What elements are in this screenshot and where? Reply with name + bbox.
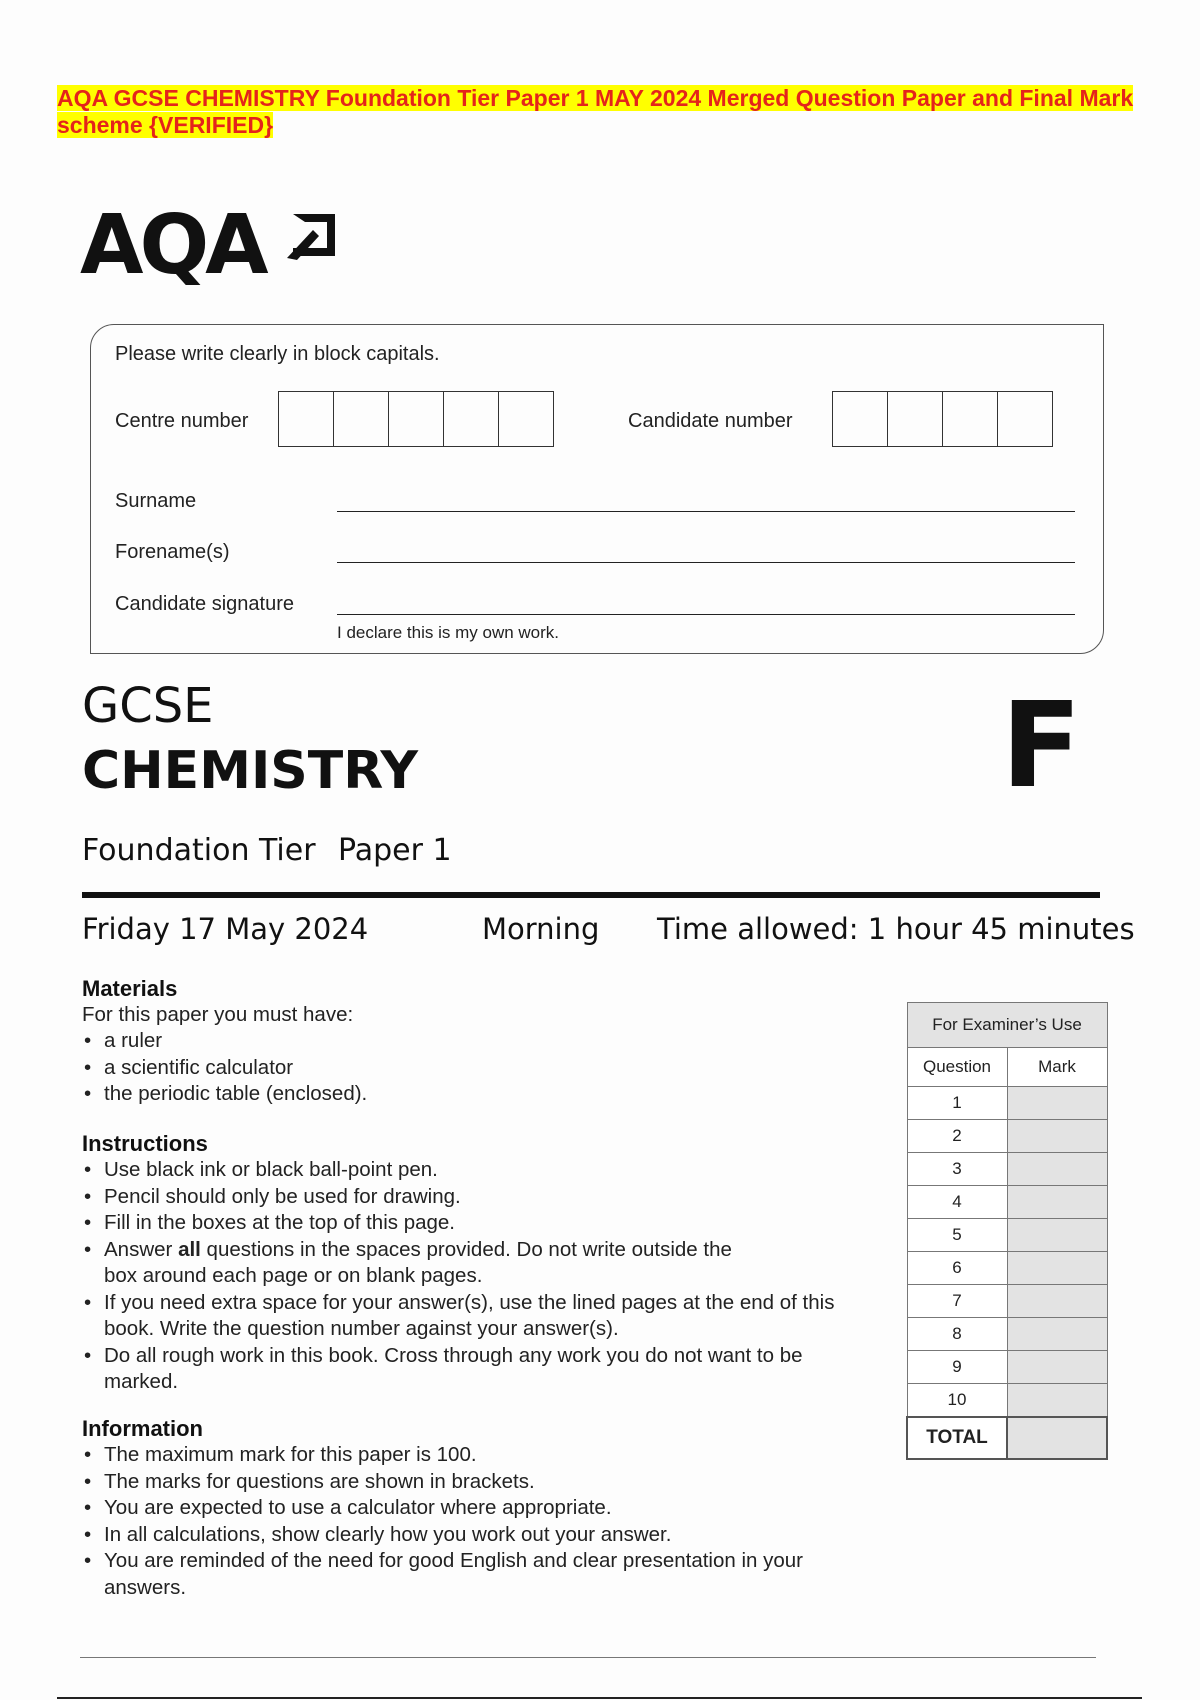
block-capitals-instruction: Please write clearly in block capitals.	[115, 343, 440, 365]
centre-number-boxes[interactable]	[279, 391, 554, 447]
subject-title: CHEMISTRY	[82, 741, 419, 801]
materials-intro: For this paper you must have:	[82, 1003, 354, 1026]
mark-cell	[1007, 1087, 1107, 1120]
centre-number-box[interactable]	[333, 391, 389, 447]
title-divider	[82, 892, 1100, 898]
banner-text: AQA GCSE CHEMISTRY Foundation Tier Paper 1 MAY 2024 Merged Question Paper and Final Mark scheme {VERIFIED}	[57, 85, 1134, 138]
mark-cell	[1007, 1186, 1107, 1219]
list-item: • If you need extra space for your answer(s), use the lined pages at the end of this book. Write the question number against your answer(s).	[82, 1290, 874, 1343]
mark-cell	[1007, 1285, 1107, 1318]
instructions-list	[82, 1157, 862, 1396]
list-item: • You are reminded of the need for good English and clear presentation in your answers.	[82, 1548, 804, 1601]
surname-field[interactable]	[337, 511, 1075, 512]
question-number: 4	[907, 1186, 1007, 1219]
mark-cell	[1007, 1384, 1107, 1418]
information-list	[82, 1442, 862, 1601]
candidate-number-boxes[interactable]	[833, 391, 1053, 447]
time-allowed: Time allowed: 1 hour 45 minutes	[657, 912, 1135, 946]
centre-number-box[interactable]	[443, 391, 499, 447]
list-item: • Fill in the boxes at the top of this page.	[82, 1210, 862, 1237]
candidate-number-box[interactable]	[832, 391, 888, 447]
list-item: • You are expected to use a calculator where appropriate.	[82, 1495, 862, 1522]
list-item: • The marks for questions are shown in brackets.	[82, 1469, 862, 1496]
declaration-text: I declare this is my own work.	[337, 623, 560, 642]
candidate-number-box[interactable]	[942, 391, 998, 447]
instructions-section	[82, 1130, 862, 1396]
forenames-field[interactable]	[337, 562, 1075, 563]
question-number: 2	[907, 1120, 1007, 1153]
instructions-heading: Instructions	[82, 1131, 208, 1156]
candidate-number-box[interactable]	[887, 391, 943, 447]
question-number: 5	[907, 1219, 1007, 1252]
list-item: • Answer all questions in the spaces provided. Do not write outside the box around each page or on blank pages.	[82, 1237, 744, 1290]
aqa-logo	[80, 198, 265, 293]
centre-number-box[interactable]	[278, 391, 334, 447]
mark-cell	[1007, 1120, 1107, 1153]
centre-number-box[interactable]	[498, 391, 554, 447]
materials-list	[82, 1028, 882, 1108]
total-label: TOTAL	[907, 1417, 1007, 1459]
table-row	[907, 1153, 1107, 1186]
question-number: 8	[907, 1318, 1007, 1351]
question-number: 1	[907, 1087, 1007, 1120]
total-mark-cell	[1007, 1417, 1107, 1459]
document-banner-title	[57, 85, 1135, 139]
mark-cell	[1007, 1318, 1107, 1351]
paper-label: Paper 1	[338, 833, 452, 868]
tier-letter: F	[1001, 676, 1082, 814]
centre-number-box[interactable]	[388, 391, 444, 447]
list-item: • Pencil should only be used for drawing.	[82, 1184, 862, 1211]
question-number: 7	[907, 1285, 1007, 1318]
mark-cell	[1007, 1219, 1107, 1252]
surname-label: Surname	[115, 490, 197, 512]
candidate-number-label: Candidate number	[628, 410, 793, 432]
table-row	[907, 1120, 1107, 1153]
exam-session: Morning	[482, 912, 600, 946]
mark-column-header: Mark	[1007, 1048, 1107, 1087]
question-number: 10	[907, 1384, 1007, 1418]
table-row	[907, 1285, 1107, 1318]
aqa-logo-text: AQA	[80, 198, 265, 293]
table-row	[907, 1186, 1107, 1219]
mark-cell	[1007, 1252, 1107, 1285]
page-bottom-edge	[57, 1697, 1142, 1699]
information-heading: Information	[82, 1416, 203, 1441]
list-item: • In all calculations, show clearly how you work out your answer.	[82, 1522, 862, 1549]
question-number: 3	[907, 1153, 1007, 1186]
table-row	[907, 1384, 1107, 1418]
table-row	[907, 1351, 1107, 1384]
list-item: • a ruler	[82, 1028, 882, 1055]
exam-date: Friday 17 May 2024	[82, 912, 369, 946]
question-number: 9	[907, 1351, 1007, 1384]
centre-number-label: Centre number	[115, 410, 249, 432]
table-row	[907, 1252, 1107, 1285]
list-item: • a scientific calculator	[82, 1055, 882, 1082]
list-item: • the periodic table (enclosed).	[82, 1081, 882, 1108]
candidate-number-box[interactable]	[997, 391, 1053, 447]
footer-divider	[80, 1657, 1096, 1658]
question-column-header: Question	[907, 1048, 1007, 1087]
materials-section	[82, 975, 882, 1108]
qualification-title: GCSE	[82, 678, 214, 734]
emphasis-all: all	[178, 1237, 201, 1261]
list-item: • Do all rough work in this book. Cross through any work you do not want to be marked.	[82, 1343, 824, 1396]
list-item: • The maximum mark for this paper is 100.	[82, 1442, 862, 1469]
aqa-tick-logo-icon	[283, 208, 339, 264]
information-section	[82, 1415, 862, 1601]
total-row	[907, 1417, 1107, 1459]
materials-heading: Materials	[82, 976, 178, 1001]
examiner-table-title: For Examiner’s Use	[907, 1003, 1107, 1048]
tier-label: Foundation Tier	[82, 833, 316, 868]
signature-field[interactable]	[337, 614, 1075, 615]
list-item: • Use black ink or black ball-point pen.	[82, 1157, 862, 1184]
examiner-use-table	[906, 1002, 1108, 1460]
table-row	[907, 1318, 1107, 1351]
question-number: 6	[907, 1252, 1007, 1285]
forenames-label: Forename(s)	[115, 541, 230, 563]
table-row	[907, 1219, 1107, 1252]
mark-cell	[1007, 1351, 1107, 1384]
mark-cell	[1007, 1153, 1107, 1186]
signature-label: Candidate signature	[115, 593, 295, 615]
table-row	[907, 1087, 1107, 1120]
